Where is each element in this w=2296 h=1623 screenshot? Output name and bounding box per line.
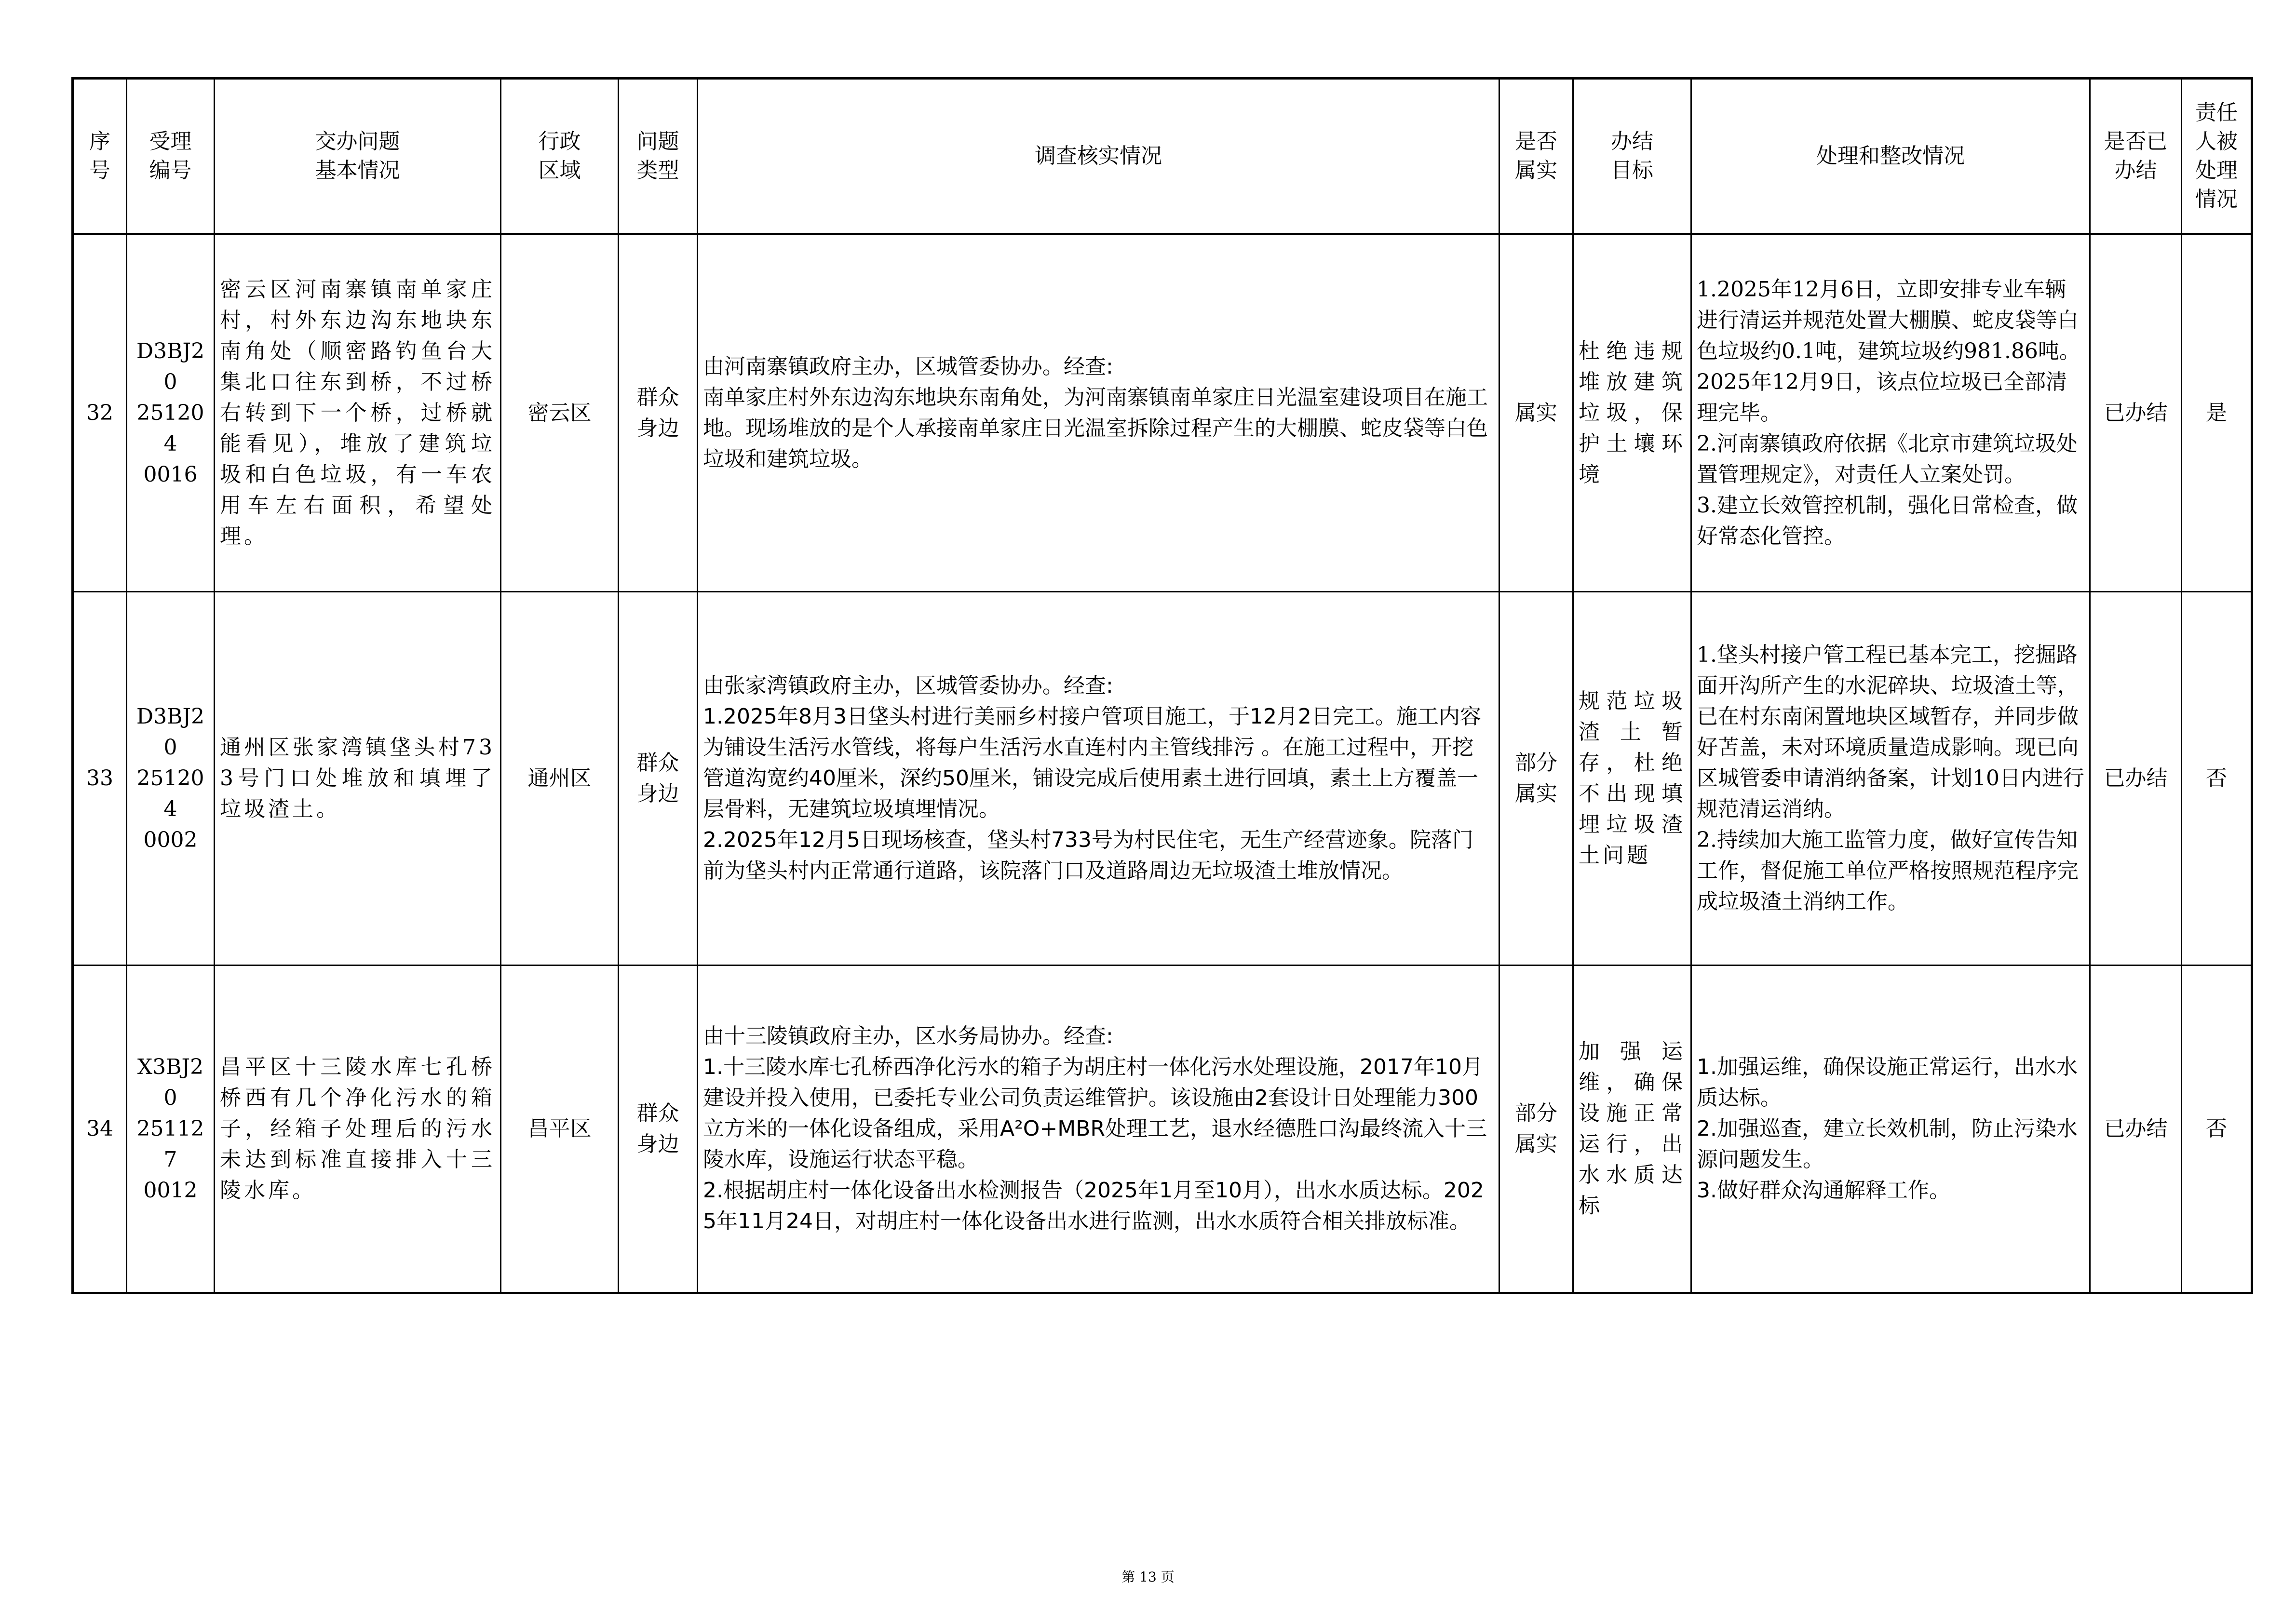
cell-goal: 加强运维，确保设施正常运行，出水水质达标 xyxy=(1573,966,1691,1293)
cell-issue-type: 群众 身边 xyxy=(619,592,698,966)
header-accountability: 责任 人被 处理 情况 xyxy=(2182,79,2252,234)
header-goal: 办结 目标 xyxy=(1573,79,1691,234)
cell-handling: 1.垡头村接户管工程已基本完工，挖掘路面开沟所产生的水泥碎块、垃圾渣土等，已在村东南闲置地块区域暂存，并同步做好苫盖，未对环境质量造成影响。现已向区城管委申请消纳备案，计划10日内进行规范清运消纳。 2.持续加大施工监管力度，做好宣传告知工作，督促施工单位严格按照规范程序完成垃圾渣土消纳工作。 xyxy=(1691,592,2090,966)
header-seq: 序 号 xyxy=(73,79,127,234)
cell-goal: 杜绝违规堆放建筑垃圾，保护土壤环境 xyxy=(1573,234,1691,592)
cell-investigation: 由张家湾镇政府主办，区城管委协办。经查: 1.2025年8月3日垡头村进行美丽乡村接户管项目施工，于12月2日完工。施工内容为铺设生活污水管线，将每户生活污水直连村内主管线排污 。在施工过程中，开挖管道沟宽约40厘米，深约50厘米，铺设完成后使用素土进行回填，素土上方覆盖一层骨料，无建筑垃圾填埋情况。 2.2025年12月5日现场核查，垡头村733号为村民住宅，无生产经营迹象。院落门前为垡头村内正常通行道路，该院落门口及道路周边无垃圾渣土堆放情况。 xyxy=(698,592,1499,966)
cell-issue: 密云区河南寨镇南单家庄村，村外东边沟东地块东南角处（顺密路钓鱼台大集北口往东到桥，不过桥右转到下一个桥，过桥就能看见），堆放了建筑垃圾和白色垃圾，有一车农用车左右面积，希望处理。 xyxy=(215,234,501,592)
cell-case-id: D3BJ20 251204 0002 xyxy=(127,592,215,966)
cell-investigation: 由十三陵镇政府主办，区水务局协办。经查: 1.十三陵水库七孔桥西净化污水的箱子为胡庄村一体化污水处理设施，2017年10月建设并投入使用，已委托专业公司负责运维管护。该设施由2套设计日处理能力300立方米的一体化设备组成，采用A²O+MBR处理工艺，退水经德胜口沟最终流入十三陵水库，设施运行状态平稳。 2.根据胡庄村一体化设备出水检测报告（2025年1月至10月），出水水质达标。2025年11月24日，对胡庄村一体化设备出水进行监测，出水水质符合相关排放标准。 xyxy=(698,966,1499,1293)
cell-accountability: 是 xyxy=(2182,234,2252,592)
table-row xyxy=(73,234,2252,592)
table-row xyxy=(73,966,2252,1293)
header-case-id: 受理 编号 xyxy=(127,79,215,234)
header-district: 行政 区域 xyxy=(501,79,619,234)
cell-verified: 部分 属实 xyxy=(1499,592,1573,966)
table-row xyxy=(73,592,2252,966)
cell-issue-type: 群众 身边 xyxy=(619,966,698,1293)
cell-issue: 通州区张家湾镇垡头村733号门口处堆放和填埋了垃圾渣土。 xyxy=(215,592,501,966)
cell-district: 通州区 xyxy=(501,592,619,966)
cell-case-id: X3BJ20 251127 0012 xyxy=(127,966,215,1293)
page-number: 第 13 页 xyxy=(1121,1569,1175,1585)
cell-accountability: 否 xyxy=(2182,966,2252,1293)
case-handling-table xyxy=(71,77,2253,1294)
cell-closed: 已办结 xyxy=(2090,966,2182,1293)
cell-verified: 属实 xyxy=(1499,234,1573,592)
cell-seq: 34 xyxy=(73,966,127,1293)
cell-handling: 1.加强运维，确保设施正常运行，出水水质达标。 2.加强巡查，建立长效机制，防止污染水源问题发生。 3.做好群众沟通解释工作。 xyxy=(1691,966,2090,1293)
cell-seq: 33 xyxy=(73,592,127,966)
cell-verified: 部分 属实 xyxy=(1499,966,1573,1293)
cell-issue: 昌平区十三陵水库七孔桥桥西有几个净化污水的箱子，经箱子处理后的污水未达到标准直接排入十三陵水库。 xyxy=(215,966,501,1293)
cell-issue-type: 群众 身边 xyxy=(619,234,698,592)
cell-case-id: D3BJ20 251204 0016 xyxy=(127,234,215,592)
cell-seq: 32 xyxy=(73,234,127,592)
cell-handling: 1.2025年12月6日，立即安排专业车辆进行清运并规范处置大棚膜、蛇皮袋等白色垃圾约0.1吨，建筑垃圾约981.86吨。2025年12月9日，该点位垃圾已全部清理完毕。 2.河南寨镇政府依据《北京市建筑垃圾处置管理规定》，对责任人立案处罚。 3.建立长效管控机制，强化日常检查，做好常态化管控。 xyxy=(1691,234,2090,592)
cell-district: 密云区 xyxy=(501,234,619,592)
cell-goal: 规范垃圾渣土暂存，杜绝不出现填埋垃圾渣土问题 xyxy=(1573,592,1691,966)
header-investigation: 调查核实情况 xyxy=(698,79,1499,234)
header-closed: 是否已 办结 xyxy=(2090,79,2182,234)
cell-closed: 已办结 xyxy=(2090,234,2182,592)
cell-district: 昌平区 xyxy=(501,966,619,1293)
cell-closed: 已办结 xyxy=(2090,592,2182,966)
table-header-row xyxy=(73,79,2252,234)
header-handling: 处理和整改情况 xyxy=(1691,79,2090,234)
cell-accountability: 否 xyxy=(2182,592,2252,966)
header-issue-type: 问题 类型 xyxy=(619,79,698,234)
header-verified: 是否 属实 xyxy=(1499,79,1573,234)
header-issue: 交办问题 基本情况 xyxy=(215,79,501,234)
cell-investigation: 由河南寨镇政府主办，区城管委协办。经查: 南单家庄村外东边沟东地块东南角处，为河南寨镇南单家庄日光温室建设项目在施工地。现场堆放的是个人承接南单家庄日光温室拆除过程产生的大棚膜、蛇皮袋等白色垃圾和建筑垃圾。 xyxy=(698,234,1499,592)
